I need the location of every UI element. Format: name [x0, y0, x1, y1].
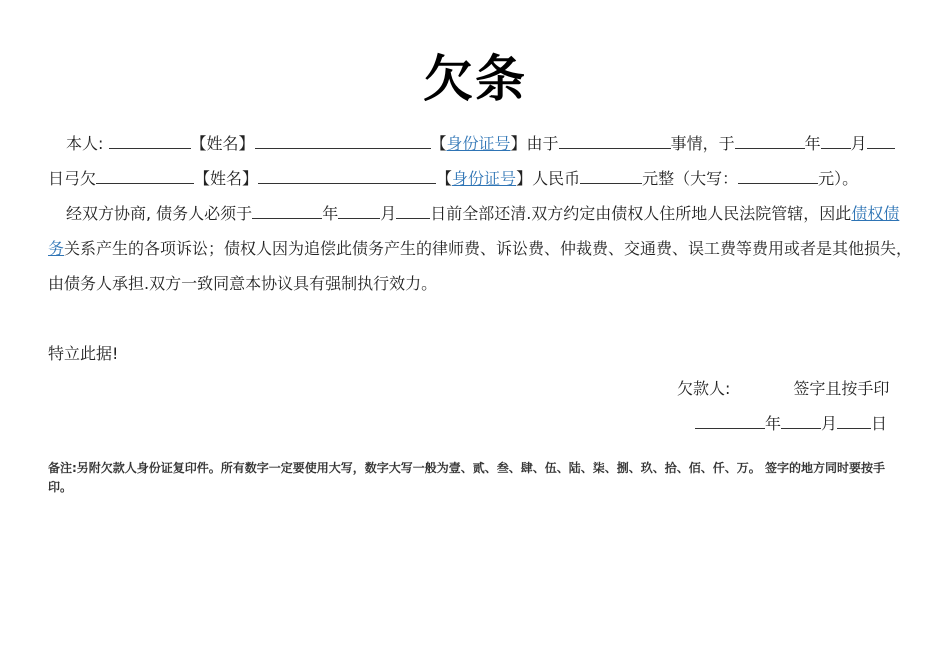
day-debt-label: 日弓欠 [48, 169, 97, 188]
paragraph-2-line-3 [48, 272, 898, 296]
debtor-label: 欠款人: [677, 379, 731, 398]
signature-date-row [695, 412, 887, 436]
blank-field[interactable] [96, 167, 194, 184]
amount-end-label: 元）。 [818, 169, 859, 188]
blank-field[interactable] [738, 167, 818, 184]
id-number-link[interactable]: 身份证号 [452, 169, 517, 188]
id-number-link[interactable]: 身份证号 [446, 134, 511, 153]
month-label: 月 [821, 414, 838, 433]
reason-label: 】由于 [510, 134, 559, 153]
footnote: 备注:另附欠款人身份证复印件。所有数字一定要使用大写，数字大写一般为壹、贰、叁、肆、伍、陆、柒、捌、玖、拾、佰、仟、万。 签字的地方同时要按手印。 [48, 461, 885, 494]
debt-relation-link[interactable]: 务 [48, 239, 65, 258]
blank-field[interactable] [781, 412, 821, 429]
blank-field[interactable] [338, 202, 380, 219]
sign-hint: 签字且按手印 [793, 379, 890, 398]
day-label: 日 [871, 414, 888, 433]
blank-field[interactable] [255, 132, 431, 149]
amount-label: 元整（大写： [642, 169, 739, 188]
agreement-text: 经双方协商, 债务人必须于 [66, 204, 253, 223]
paragraph-2-line-1 [48, 202, 898, 226]
blank-field[interactable] [396, 202, 430, 219]
paragraph-1-line-2 [48, 167, 898, 191]
blank-field[interactable] [837, 412, 871, 429]
month-label: 月 [380, 204, 397, 223]
bracket-open: 【 [436, 169, 453, 188]
paragraph-2-line-2 [48, 237, 913, 261]
document-title: 欠条 [423, 49, 527, 108]
closing-text: 特立此据! [48, 344, 119, 363]
blank-field[interactable] [109, 132, 191, 149]
blank-field[interactable] [580, 167, 642, 184]
blank-field[interactable] [559, 132, 671, 149]
self-label: 本人: [66, 134, 104, 153]
year-label: 年 [765, 414, 782, 433]
blank-field[interactable] [735, 132, 805, 149]
agreement-text: 由债务人承担.双方一致同意本协议具有强制执行效力。 [48, 274, 438, 293]
blank-field[interactable] [821, 132, 851, 149]
blank-field[interactable] [695, 412, 765, 429]
bracket-open: 【 [430, 134, 447, 153]
agreement-text: 日前全部还清.双方约定由债权人住所地人民法院管辖，因此 [430, 204, 852, 223]
blank-field[interactable] [258, 167, 436, 184]
debt-relation-link[interactable]: 债权债 [851, 204, 900, 223]
blank-field[interactable] [252, 202, 322, 219]
paragraph-1-line-1 [48, 132, 898, 156]
name-bracket: 【姓名】 [190, 134, 255, 153]
rmb-label: 】人民币 [516, 169, 581, 188]
year-label: 年 [804, 134, 821, 153]
agreement-text: 关系产生的各项诉讼；债权人因为追偿此债务产生的律师费、诉讼费、仲裁费、交通费、误工费等费用或者是其他损失， [64, 239, 913, 258]
signature-row [677, 377, 889, 401]
year-label: 年 [322, 204, 339, 223]
blank-field[interactable] [867, 132, 895, 149]
name-bracket: 【姓名】 [194, 169, 259, 188]
month-label: 月 [850, 134, 867, 153]
matter-label: 事情，于 [670, 134, 735, 153]
